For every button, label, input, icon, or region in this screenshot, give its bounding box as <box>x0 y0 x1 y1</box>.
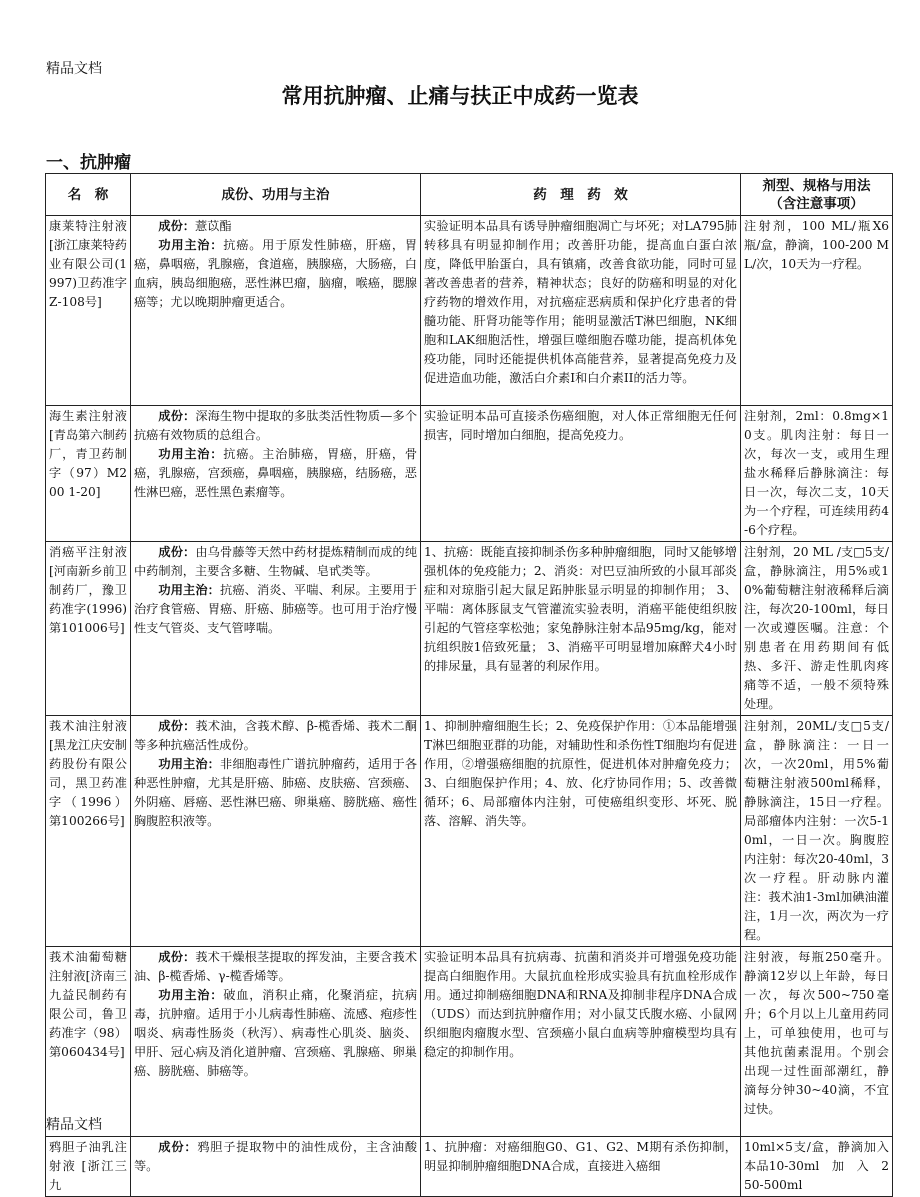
drug-name-cell: 康莱特注射液[浙江康莱特药业有限公司(1997)卫药准字Z-108号] <box>46 216 131 406</box>
ingredients-label: 成份： <box>158 719 196 733</box>
ingredients-cell <box>131 542 421 716</box>
footer-watermark: 精品文档 <box>46 1117 102 1133</box>
table-row <box>46 716 893 947</box>
ingredients-text: 莪术干燥根茎提取的挥发油，主要含莪术油、β-榄香烯、γ-榄香烯等。 <box>134 950 418 983</box>
dosage-cell: 注射剂，2ml：0.8mg×10支。肌肉注射：每日一次，每次一支，或用生理盐水稀释后静脉滴注：每日一次，每次二支，10天为一个疗程，可连续用药4-6个疗程。 <box>741 406 893 542</box>
ingredients-text: 莪术油，含莪术醇、β-榄香烯、莪术二酮等多种抗癌活性成份。 <box>134 719 418 752</box>
drug-name-cell: 鸦胆子油乳注射液 [浙江三九 <box>46 1137 131 1197</box>
ingredients-label: 成份： <box>158 219 195 233</box>
effects-cell: 1、抑制肿瘤细胞生长；2、免疫保护作用：①本品能增强T淋巴细胞亚群的功能，对辅助性和杀伤性T细胞均有促进作用，②增强癌细胞的抗原性，促进机体对肿瘤免疫力；3、白细胞保护作用；4、放、化疗协同作用；5、改善微循环；6、局部瘤体内注射，可使癌组织变形、坏死、脱落、溶解、消失等。 <box>421 716 741 947</box>
indication-text: 抗癌。用于原发性肺癌，肝癌，胃癌，鼻咽癌，乳腺癌，食道癌，胰腺癌，大肠癌，白血病，胰岛细胞癌，恶性淋巴瘤，脑瘤，喉癌，腮腺癌等；尤以晚期肿瘤更适合。 <box>134 238 418 309</box>
dosage-cell: 10ml×5支/盒，静滴加入本品10-30ml 加 入 250-500ml <box>741 1137 893 1197</box>
indication-label: 功用主治： <box>158 447 224 461</box>
ingredients-text: 鸦胆子提取物中的油性成份，主含油酸等。 <box>134 1140 418 1173</box>
ingredients-cell <box>131 716 421 947</box>
drug-name-cell: 莪术油注射液[黑龙江庆安制药股份有限公司，黑卫药准字（1996）第100266号] <box>46 716 131 947</box>
ingredients-text: 深海生物中提取的多肽类活性物质—多个抗癌有效物质的总组合。 <box>134 409 418 442</box>
table-row <box>46 406 893 542</box>
ingredients-text: 薏苡酯 <box>194 219 232 233</box>
drug-name-cell: 海生素注射液[青岛第六制药厂，青卫药制字（97）M200 1-20] <box>46 406 131 542</box>
header-ingredients: 成份、功用与主治 <box>131 174 421 216</box>
dosage-cell: 注射剂，20 ML /支□5支/盒，静脉滴注，用5%或10%葡萄糖注射液稀释后滴注，每次20-100ml，每日一次或遵医嘱。注意：个别患者在用药期间有低热、多汗、游走性肌肉疼痛等不适，一般不须特殊处理。 <box>741 542 893 716</box>
indication-text: 破血，消积止痛，化聚消症，抗病毒，抗肿瘤。适用于小儿病毒性肺癌、流感、疱疹性咽炎、病毒性肠炎（秋泻）、病毒性心肌炎、脑炎、甲肝、冠心病及消化道肿瘤、宫颈癌、乳腺癌、卵巢癌、膀胱癌、肺癌等。 <box>134 988 418 1078</box>
header-dosage-line1: 剂型、规格与用法 <box>762 177 871 194</box>
drug-name-cell: 消癌平注射液[河南新乡前卫制药厂，豫卫药准字(1996)第101006号] <box>46 542 131 716</box>
ingredients-label: 成份： <box>158 950 196 964</box>
effects-cell: 1、抗肿瘤：对癌细胞G0、G1、G2、M期有杀伤抑制，明显抑制肿瘤细胞DNA合成，直接进入癌细 <box>421 1137 741 1197</box>
table-header-row <box>46 174 893 216</box>
ingredients-cell <box>131 406 421 542</box>
effects-cell: 实验证明本品具有抗病毒、抗菌和消炎并可增强免疫功能提高白细胞作用。大鼠抗血栓形成实验具有抗血栓形成作用。通过抑制癌细胞DNA和RNA及抑制非程序DNA合成（UDS）而达到抗肿瘤作用；对小鼠艾氏腹水癌、小鼠网织细胞肉瘤腹水型、宫颈癌小鼠白血病等肿瘤模型均具有稳定的抑制作用。 <box>421 947 741 1137</box>
effects-cell: 1、抗癌：既能直接抑制杀伤多种肿瘤细胞，同时又能够增强机体的免疫能力；2、消炎：对巴豆油所致的小鼠耳部炎症和对琼脂引起大鼠足跖肿胀显示明显的抑制作用； 3、平喘：离体豚鼠支气管灌流实验表明，消癌平能使组织胺引起的气管痉挛松弛；家兔静脉注射本品95mg/kg，能对抗组织胺1倍致死量； 3、消癌平可明显增加麻醉犬4小时的排尿量，具有显著的利尿作用。 <box>421 542 741 716</box>
header-dosage-line2: （含注意事项） <box>769 195 864 212</box>
drug-table <box>45 173 893 1197</box>
indication-label: 功用主治： <box>158 583 220 597</box>
indication-label: 功用主治： <box>158 757 220 771</box>
ingredients-cell <box>131 947 421 1137</box>
header-dosage <box>741 174 893 216</box>
table-row <box>46 216 893 406</box>
ingredients-text: 由乌骨藤等天然中药材提炼精制而成的纯中药制剂，主要含多糖、生物碱、皂甙类等。 <box>134 545 418 578</box>
header-name: 名 称 <box>46 174 131 216</box>
ingredients-label: 成份： <box>158 545 196 559</box>
table-row <box>46 542 893 716</box>
header-effects: 药 理 药 效 <box>421 174 741 216</box>
drug-name-cell: 莪术油葡萄糖注射液[济南三九益民制药有限公司，鲁卫药准字（98）第060434号] <box>46 947 131 1137</box>
ingredients-label: 成份： <box>158 409 196 423</box>
effects-cell: 实验证明本品可直接杀伤癌细胞，对人体正常细胞无任何损害，同时增加白细胞，提高免疫力。 <box>421 406 741 542</box>
section-heading: 一、抗肿瘤 <box>46 153 131 173</box>
effects-cell: 实验证明本品具有诱导肿瘤细胞凋亡与坏死；对LA795肺转移具有明显抑制作用；改善肝功能，提高血白蛋白浓度，降低甲胎蛋白，具有镇痛，改善食欲功能，同时可显著改善患者的营养，精神状态；良好的防癌和明显的对化疗药物的增效作用，对抗癌症恶病质和保护化疗患者的骨髓功能、肝肾功能等作用；能明显激活T淋巴细胞，NK细胞和LAK细胞活性，增强巨噬细胞吞噬功能，提高机体免疫功能，同时还能提供机体高能营养，显著提高免疫力及促进造血功能，激活白介素I和白介素II的活力等。 <box>421 216 741 406</box>
document-title: 常用抗肿瘤、止痛与扶正中成药一览表 <box>281 84 639 108</box>
ingredients-cell <box>131 1137 421 1197</box>
indication-text: 非细胞毒性广谱抗肿瘤药，适用于各种恶性肿瘤，尤其是肝癌、肺癌、皮肤癌、宫颈癌、外阴癌、唇癌、恶性淋巴癌、卵巢癌、膀胱癌、癌性胸腹腔积液等。 <box>134 757 418 828</box>
indication-label: 功用主治： <box>158 238 224 252</box>
dosage-cell: 注射液，每瓶250毫升。静滴12岁以上年龄，每日一次，每次500~750毫升；6个月以上儿童用药同上，可单独使用，也可与其他抗菌素混用。个别会出现一过性面部潮红，静滴每分钟30~40滴，不宜过快。 <box>741 947 893 1137</box>
table-row <box>46 1137 893 1197</box>
indication-label: 功用主治： <box>158 988 224 1002</box>
indication-text: 抗癌、消炎、平喘、利尿。主要用于治疗食管癌、胃癌、肝癌、肺癌等。也可用于治疗慢性支气管炎、支气管哮喘。 <box>134 583 418 635</box>
dosage-cell: 注射剂，20ML/支□5支/盒，静脉滴注：一日一次，一次20ml，用5%葡萄糖注射液500ml稀释，静脉滴注，15日一疗程。局部瘤体内注射：一次5-10ml，一日一次。胸腹腔内注射：每次20-40ml，3次一疗程。肝动脉内灌注：莪术油1-3ml加碘油灌注，1月一次，两次为一疗程。 <box>741 716 893 947</box>
ingredients-cell <box>131 216 421 406</box>
header-watermark: 精品文档 <box>46 61 102 77</box>
indication-text: 抗癌。主治肺癌，胃癌，肝癌，骨癌，乳腺癌，宫颈癌，鼻咽癌，胰腺癌，结肠癌，恶性淋巴癌，恶性黑色素瘤等。 <box>134 447 418 499</box>
dosage-cell: 注射剂，100 ML/瓶X6瓶/盒，静滴，100-200 ML/次，10天为一疗程。 <box>741 216 893 406</box>
ingredients-label: 成份： <box>158 1140 198 1154</box>
table-row <box>46 947 893 1137</box>
